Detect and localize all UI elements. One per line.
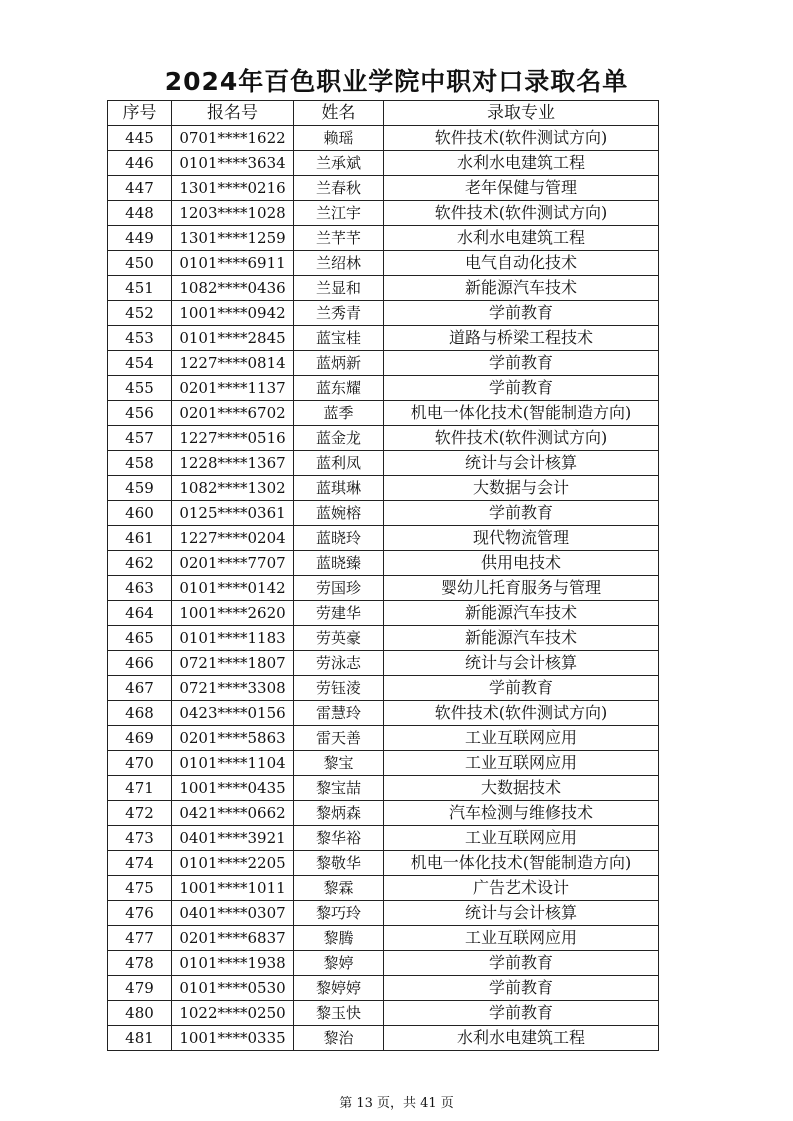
- table-row: [108, 126, 659, 151]
- cell-major: 新能源汽车技术: [384, 626, 659, 651]
- cell-serial: 463: [108, 576, 172, 601]
- table-row: [108, 951, 659, 976]
- cell-registration-number: 0201****6702: [172, 401, 294, 426]
- cell-name: 劳国珍: [294, 576, 384, 601]
- cell-registration-number: 0101****0530: [172, 976, 294, 1001]
- table-header-row: [108, 101, 659, 126]
- table-row: [108, 976, 659, 1001]
- cell-major: 学前教育: [384, 351, 659, 376]
- table-row: [108, 251, 659, 276]
- cell-registration-number: 1001****0435: [172, 776, 294, 801]
- cell-major: 电气自动化技术: [384, 251, 659, 276]
- cell-serial: 468: [108, 701, 172, 726]
- cell-registration-number: 0401****3921: [172, 826, 294, 851]
- cell-name: 劳泳志: [294, 651, 384, 676]
- table-row: [108, 776, 659, 801]
- cell-serial: 447: [108, 176, 172, 201]
- cell-registration-number: 0101****0142: [172, 576, 294, 601]
- cell-registration-number: 1227****0516: [172, 426, 294, 451]
- cell-serial: 457: [108, 426, 172, 451]
- cell-registration-number: 0401****0307: [172, 901, 294, 926]
- table-row: [108, 176, 659, 201]
- table-row: [108, 801, 659, 826]
- cell-name: 兰春秋: [294, 176, 384, 201]
- cell-registration-number: 1228****1367: [172, 451, 294, 476]
- cell-serial: 450: [108, 251, 172, 276]
- cell-major: 软件技术(软件测试方向): [384, 201, 659, 226]
- cell-registration-number: 0101****6911: [172, 251, 294, 276]
- cell-serial: 445: [108, 126, 172, 151]
- cell-registration-number: 0701****1622: [172, 126, 294, 151]
- cell-name: 黎炳森: [294, 801, 384, 826]
- cell-name: 蓝利凤: [294, 451, 384, 476]
- cell-serial: 477: [108, 926, 172, 951]
- table-row: [108, 551, 659, 576]
- cell-registration-number: 0201****5863: [172, 726, 294, 751]
- cell-name: 黎敬华: [294, 851, 384, 876]
- table-row: [108, 326, 659, 351]
- cell-major: 学前教育: [384, 976, 659, 1001]
- table-row: [108, 426, 659, 451]
- cell-registration-number: 1001****2620: [172, 601, 294, 626]
- cell-serial: 474: [108, 851, 172, 876]
- cell-serial: 472: [108, 801, 172, 826]
- cell-major: 大数据与会计: [384, 476, 659, 501]
- table-row: [108, 651, 659, 676]
- cell-registration-number: 0101****1938: [172, 951, 294, 976]
- table-row: [108, 476, 659, 501]
- cell-name: 黎霖: [294, 876, 384, 901]
- table-row: [108, 376, 659, 401]
- table-row: [108, 151, 659, 176]
- cell-major: 统计与会计核算: [384, 651, 659, 676]
- cell-serial: 469: [108, 726, 172, 751]
- cell-registration-number: 0201****7707: [172, 551, 294, 576]
- table-body: [108, 126, 659, 1051]
- table-row: [108, 901, 659, 926]
- cell-serial: 465: [108, 626, 172, 651]
- cell-name: 兰显和: [294, 276, 384, 301]
- cell-registration-number: 1001****0942: [172, 301, 294, 326]
- header-registration-number: 报名号: [172, 101, 294, 126]
- table-row: [108, 226, 659, 251]
- cell-name: 蓝晓臻: [294, 551, 384, 576]
- cell-name: 黎治: [294, 1026, 384, 1051]
- cell-name: 黎宝: [294, 751, 384, 776]
- cell-registration-number: 0125****0361: [172, 501, 294, 526]
- cell-major: 水利水电建筑工程: [384, 1026, 659, 1051]
- cell-major: 学前教育: [384, 501, 659, 526]
- cell-serial: 480: [108, 1001, 172, 1026]
- document-title: 2024年百色职业学院中职对口录取名单: [164, 67, 629, 96]
- cell-registration-number: 1001****0335: [172, 1026, 294, 1051]
- cell-major: 机电一体化技术(智能制造方向): [384, 851, 659, 876]
- cell-name: 劳钰淩: [294, 676, 384, 701]
- cell-serial: 461: [108, 526, 172, 551]
- cell-serial: 446: [108, 151, 172, 176]
- cell-registration-number: 0423****0156: [172, 701, 294, 726]
- header-major: 录取专业: [384, 101, 659, 126]
- cell-name: 蓝婉榕: [294, 501, 384, 526]
- cell-major: 新能源汽车技术: [384, 276, 659, 301]
- cell-name: 黎巧玲: [294, 901, 384, 926]
- cell-registration-number: 1301****0216: [172, 176, 294, 201]
- cell-name: 雷慧玲: [294, 701, 384, 726]
- table-row: [108, 1026, 659, 1051]
- cell-registration-number: 0721****3308: [172, 676, 294, 701]
- cell-serial: 475: [108, 876, 172, 901]
- cell-serial: 464: [108, 601, 172, 626]
- cell-serial: 452: [108, 301, 172, 326]
- cell-serial: 449: [108, 226, 172, 251]
- table-row: [108, 526, 659, 551]
- cell-serial: 470: [108, 751, 172, 776]
- cell-major: 学前教育: [384, 676, 659, 701]
- table-row: [108, 851, 659, 876]
- table-row: [108, 751, 659, 776]
- cell-registration-number: 1227****0204: [172, 526, 294, 551]
- cell-registration-number: 1001****1011: [172, 876, 294, 901]
- cell-name: 蓝东耀: [294, 376, 384, 401]
- header-serial: 序号: [108, 101, 172, 126]
- cell-major: 现代物流管理: [384, 526, 659, 551]
- cell-name: 蓝季: [294, 401, 384, 426]
- cell-serial: 479: [108, 976, 172, 1001]
- cell-registration-number: 0101****2845: [172, 326, 294, 351]
- cell-serial: 460: [108, 501, 172, 526]
- page-footer: 第 13 页，共 41 页: [339, 1096, 454, 1111]
- cell-major: 汽车检测与维修技术: [384, 801, 659, 826]
- cell-registration-number: 0101****1183: [172, 626, 294, 651]
- cell-major: 软件技术(软件测试方向): [384, 126, 659, 151]
- cell-major: 道路与桥梁工程技术: [384, 326, 659, 351]
- cell-name: 兰芊芊: [294, 226, 384, 251]
- cell-serial: 476: [108, 901, 172, 926]
- cell-name: 劳英豪: [294, 626, 384, 651]
- table-row: [108, 576, 659, 601]
- cell-serial: 453: [108, 326, 172, 351]
- table-row: [108, 276, 659, 301]
- cell-major: 统计与会计核算: [384, 451, 659, 476]
- cell-registration-number: 1082****1302: [172, 476, 294, 501]
- cell-serial: 466: [108, 651, 172, 676]
- table-row: [108, 501, 659, 526]
- cell-name: 黎玉快: [294, 1001, 384, 1026]
- cell-name: 蓝宝桂: [294, 326, 384, 351]
- table-row: [108, 451, 659, 476]
- cell-serial: 471: [108, 776, 172, 801]
- cell-registration-number: 0101****3634: [172, 151, 294, 176]
- cell-serial: 458: [108, 451, 172, 476]
- cell-registration-number: 0101****2205: [172, 851, 294, 876]
- cell-name: 兰江宇: [294, 201, 384, 226]
- cell-serial: 467: [108, 676, 172, 701]
- cell-name: 蓝炳新: [294, 351, 384, 376]
- cell-major: 学前教育: [384, 301, 659, 326]
- cell-name: 黎婷婷: [294, 976, 384, 1001]
- table-row: [108, 701, 659, 726]
- cell-major: 供用电技术: [384, 551, 659, 576]
- table-row: [108, 1001, 659, 1026]
- cell-registration-number: 0101****1104: [172, 751, 294, 776]
- cell-name: 蓝金龙: [294, 426, 384, 451]
- cell-name: 赖瑶: [294, 126, 384, 151]
- cell-name: 劳建华: [294, 601, 384, 626]
- table-row: [108, 601, 659, 626]
- cell-major: 软件技术(软件测试方向): [384, 426, 659, 451]
- cell-major: 工业互联网应用: [384, 751, 659, 776]
- cell-name: 蓝琪琳: [294, 476, 384, 501]
- admission-table: [107, 100, 659, 1051]
- cell-serial: 448: [108, 201, 172, 226]
- cell-registration-number: 1082****0436: [172, 276, 294, 301]
- cell-serial: 481: [108, 1026, 172, 1051]
- cell-major: 新能源汽车技术: [384, 601, 659, 626]
- cell-name: 兰绍林: [294, 251, 384, 276]
- cell-serial: 478: [108, 951, 172, 976]
- table-row: [108, 351, 659, 376]
- cell-name: 兰秀青: [294, 301, 384, 326]
- cell-name: 黎宝喆: [294, 776, 384, 801]
- cell-name: 黎华裕: [294, 826, 384, 851]
- cell-major: 统计与会计核算: [384, 901, 659, 926]
- cell-registration-number: 1301****1259: [172, 226, 294, 251]
- cell-serial: 451: [108, 276, 172, 301]
- cell-serial: 455: [108, 376, 172, 401]
- cell-major: 软件技术(软件测试方向): [384, 701, 659, 726]
- cell-major: 工业互联网应用: [384, 726, 659, 751]
- cell-registration-number: 0721****1807: [172, 651, 294, 676]
- cell-serial: 462: [108, 551, 172, 576]
- table-row: [108, 676, 659, 701]
- table-row: [108, 726, 659, 751]
- cell-registration-number: 0201****1137: [172, 376, 294, 401]
- cell-registration-number: 0201****6837: [172, 926, 294, 951]
- cell-serial: 454: [108, 351, 172, 376]
- cell-registration-number: 1203****1028: [172, 201, 294, 226]
- cell-major: 工业互联网应用: [384, 926, 659, 951]
- cell-major: 水利水电建筑工程: [384, 226, 659, 251]
- cell-name: 黎腾: [294, 926, 384, 951]
- cell-major: 学前教育: [384, 376, 659, 401]
- cell-major: 水利水电建筑工程: [384, 151, 659, 176]
- cell-registration-number: 1022****0250: [172, 1001, 294, 1026]
- cell-major: 大数据技术: [384, 776, 659, 801]
- table-row: [108, 201, 659, 226]
- table-row: [108, 926, 659, 951]
- table-row: [108, 826, 659, 851]
- header-name: 姓名: [294, 101, 384, 126]
- table-row: [108, 876, 659, 901]
- table-row: [108, 301, 659, 326]
- cell-registration-number: 0421****0662: [172, 801, 294, 826]
- cell-major: 老年保健与管理: [384, 176, 659, 201]
- cell-name: 兰承斌: [294, 151, 384, 176]
- cell-major: 工业互联网应用: [384, 826, 659, 851]
- cell-serial: 473: [108, 826, 172, 851]
- cell-serial: 459: [108, 476, 172, 501]
- cell-serial: 456: [108, 401, 172, 426]
- cell-major: 婴幼儿托育服务与管理: [384, 576, 659, 601]
- cell-major: 学前教育: [384, 951, 659, 976]
- cell-major: 机电一体化技术(智能制造方向): [384, 401, 659, 426]
- table-row: [108, 401, 659, 426]
- cell-major: 广告艺术设计: [384, 876, 659, 901]
- cell-major: 学前教育: [384, 1001, 659, 1026]
- cell-registration-number: 1227****0814: [172, 351, 294, 376]
- table-row: [108, 626, 659, 651]
- cell-name: 雷天善: [294, 726, 384, 751]
- cell-name: 蓝晓玲: [294, 526, 384, 551]
- cell-name: 黎婷: [294, 951, 384, 976]
